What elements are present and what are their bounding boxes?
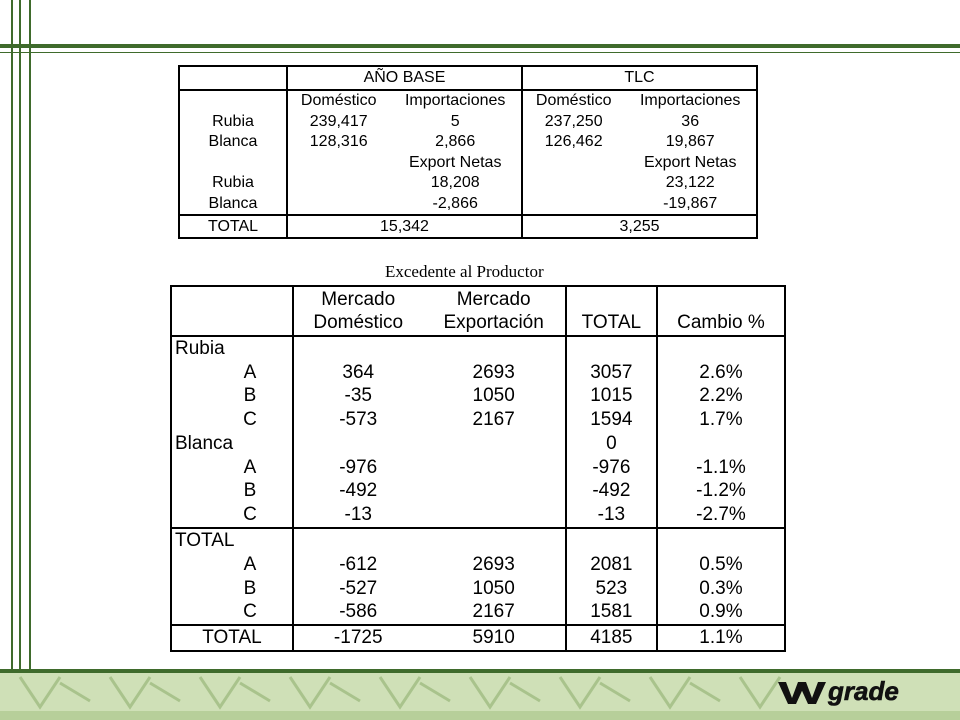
t2-cell <box>422 479 565 503</box>
t2-grand-total-row <box>171 625 785 651</box>
t1-cell <box>522 194 624 216</box>
t2-cell: 2081 <box>566 553 657 577</box>
t2-cell <box>657 432 785 456</box>
t2-cell: -976 <box>566 456 657 480</box>
t2-row-key: C <box>171 408 293 432</box>
t2-header-dom <box>293 286 422 336</box>
t2-row <box>171 553 785 577</box>
t2-header-exp-1: Mercado <box>456 288 531 310</box>
t1-total-label: TOTAL <box>179 215 287 238</box>
t1-cell: Export Netas <box>624 153 757 174</box>
t1-cell: 128,316 <box>309 133 368 151</box>
t2-header-exp <box>422 286 565 336</box>
t2-cell: -612 <box>339 553 378 575</box>
t1-row-label: Blanca <box>179 132 287 153</box>
t2-cell <box>293 528 422 553</box>
market-table <box>178 65 758 239</box>
t2-row <box>171 576 785 600</box>
t2-row-key: C <box>171 600 293 625</box>
t1-total-row <box>179 215 757 238</box>
t2-cell <box>566 528 657 553</box>
t2-row-key: C <box>171 503 293 528</box>
t1-cell <box>522 173 624 194</box>
t1-sub-importaciones: Importaciones <box>389 90 522 112</box>
t1-sub-importaciones-tlc: Importaciones <box>624 90 757 112</box>
t2-row <box>171 456 785 480</box>
t2-cell: 0.9% <box>657 600 785 625</box>
frame-line-left-3 <box>29 0 31 720</box>
t2-row <box>171 600 785 625</box>
t2-cell: 2167 <box>422 408 565 432</box>
t2-row <box>171 408 785 432</box>
t1-row <box>179 132 757 153</box>
t2-cell: -35 <box>344 385 372 407</box>
t1-row-label: Rubia <box>179 173 287 194</box>
t1-cell <box>287 173 389 194</box>
frame-line-left-1 <box>11 0 13 720</box>
t1-cell <box>287 153 389 174</box>
t1-row-label <box>179 153 287 174</box>
t2-cell: 523 <box>566 576 657 600</box>
t2-header-dom-1: Mercado <box>321 288 396 310</box>
t2-group-blanca: Blanca <box>171 432 293 456</box>
t2-cell: -586 <box>339 601 378 623</box>
t2-cell: -976 <box>339 456 378 478</box>
t2-corner <box>171 286 293 336</box>
caption-excedente: Excedente al Productor <box>385 262 544 281</box>
t2-cell: 364 <box>342 361 375 383</box>
t2-grand-total-label: TOTAL <box>171 625 293 651</box>
t2-cell: -13 <box>566 503 657 528</box>
logo-text: grade <box>828 676 899 706</box>
t2-cell: 1015 <box>566 384 657 408</box>
t1-cell: 239,417 <box>309 112 368 130</box>
t2-cell: -13 <box>344 504 372 526</box>
t1-cell: 36 <box>624 112 757 133</box>
t2-cell: 1.7% <box>657 408 785 432</box>
t2-cell: 1050 <box>422 384 565 408</box>
t2-cell <box>422 456 565 480</box>
t2-cell: -573 <box>339 409 378 431</box>
frame-line-top-2 <box>0 52 960 53</box>
frame-line-left-2 <box>19 0 21 720</box>
t2-cell: 5910 <box>422 625 565 651</box>
t2-header-total: TOTAL <box>566 286 657 336</box>
t1-sub-domestico-tlc: Doméstico <box>535 92 612 110</box>
t2-cell: 2167 <box>422 600 565 625</box>
t2-cell: -2.7% <box>657 503 785 528</box>
t2-cell: -1.2% <box>657 479 785 503</box>
t2-cell <box>293 432 422 456</box>
t2-row-key: A <box>171 360 293 384</box>
t1-sub-domestico: Doméstico <box>300 92 377 110</box>
t1-cell <box>287 194 389 216</box>
t2-cell <box>657 336 785 361</box>
t1-row-label: Rubia <box>179 112 287 133</box>
t2-row-key: B <box>171 576 293 600</box>
t2-cell <box>422 336 565 361</box>
t1-cell: -19,867 <box>624 194 757 216</box>
t1-cell: Export Netas <box>389 153 522 174</box>
t2-group-total: TOTAL <box>171 528 293 553</box>
t1-cell: -2,866 <box>389 194 522 216</box>
t1-cell: 2,866 <box>389 132 522 153</box>
t1-total-ano-base: 15,342 <box>287 215 522 238</box>
t1-row <box>179 112 757 133</box>
t2-row-key: B <box>171 479 293 503</box>
t2-row <box>171 503 785 528</box>
t2-cell <box>422 528 565 553</box>
t2-cell: 3057 <box>566 360 657 384</box>
t1-sub-blank <box>179 90 287 112</box>
footer-band-bottom <box>0 711 960 720</box>
t2-cell <box>566 336 657 361</box>
t2-cell: -1.1% <box>657 456 785 480</box>
t2-header-dom-2: Doméstico <box>313 312 404 334</box>
t1-row <box>179 153 757 174</box>
t2-group-rubia: Rubia <box>171 336 293 361</box>
t2-cell <box>422 503 565 528</box>
t1-cell: 23,122 <box>624 173 757 194</box>
t2-cell: 4185 <box>566 625 657 651</box>
t2-cell: -1725 <box>293 625 422 651</box>
t2-row <box>171 384 785 408</box>
t2-cell: -492 <box>566 479 657 503</box>
t1-row <box>179 173 757 194</box>
t2-row <box>171 479 785 503</box>
t2-cell: -527 <box>339 577 378 599</box>
t2-cell: 1.1% <box>657 625 785 651</box>
grade-logo <box>776 676 936 706</box>
t2-cell: 0 <box>566 432 657 456</box>
t2-cell: 2693 <box>422 553 565 577</box>
t2-header-cambio: Cambio % <box>657 286 785 336</box>
t2-header-exp-2: Exportación <box>443 312 544 334</box>
t2-cell: -492 <box>339 480 378 502</box>
t1-cell: 5 <box>389 112 522 133</box>
t1-cell: 18,208 <box>389 173 522 194</box>
t2-cell: 1594 <box>566 408 657 432</box>
t1-corner-cell <box>179 66 287 90</box>
t2-cell: 2.2% <box>657 384 785 408</box>
t1-cell <box>522 153 624 174</box>
t2-cell: 1050 <box>422 576 565 600</box>
t2-cell: 2.6% <box>657 360 785 384</box>
surplus-table <box>170 285 786 652</box>
t1-cell: 19,867 <box>624 132 757 153</box>
t1-row <box>179 194 757 216</box>
t1-total-tlc: 3,255 <box>522 215 757 238</box>
t2-row-key: B <box>171 384 293 408</box>
t2-cell <box>657 528 785 553</box>
t1-header-ano-base: AÑO BASE <box>287 66 522 90</box>
t1-cell: 126,462 <box>544 133 603 151</box>
t2-row <box>171 360 785 384</box>
t1-row-label: Blanca <box>179 194 287 216</box>
t1-header-tlc: TLC <box>522 66 757 90</box>
t2-row-key: A <box>171 553 293 577</box>
t2-cell: 0.5% <box>657 553 785 577</box>
t2-row-key: A <box>171 456 293 480</box>
t2-cell: 2693 <box>422 360 565 384</box>
frame-line-top-1 <box>0 44 960 48</box>
t1-cell: 237,250 <box>544 112 603 130</box>
t2-cell <box>422 432 565 456</box>
t2-cell <box>293 336 422 361</box>
t2-cell: 0.3% <box>657 576 785 600</box>
t2-cell: 1581 <box>566 600 657 625</box>
